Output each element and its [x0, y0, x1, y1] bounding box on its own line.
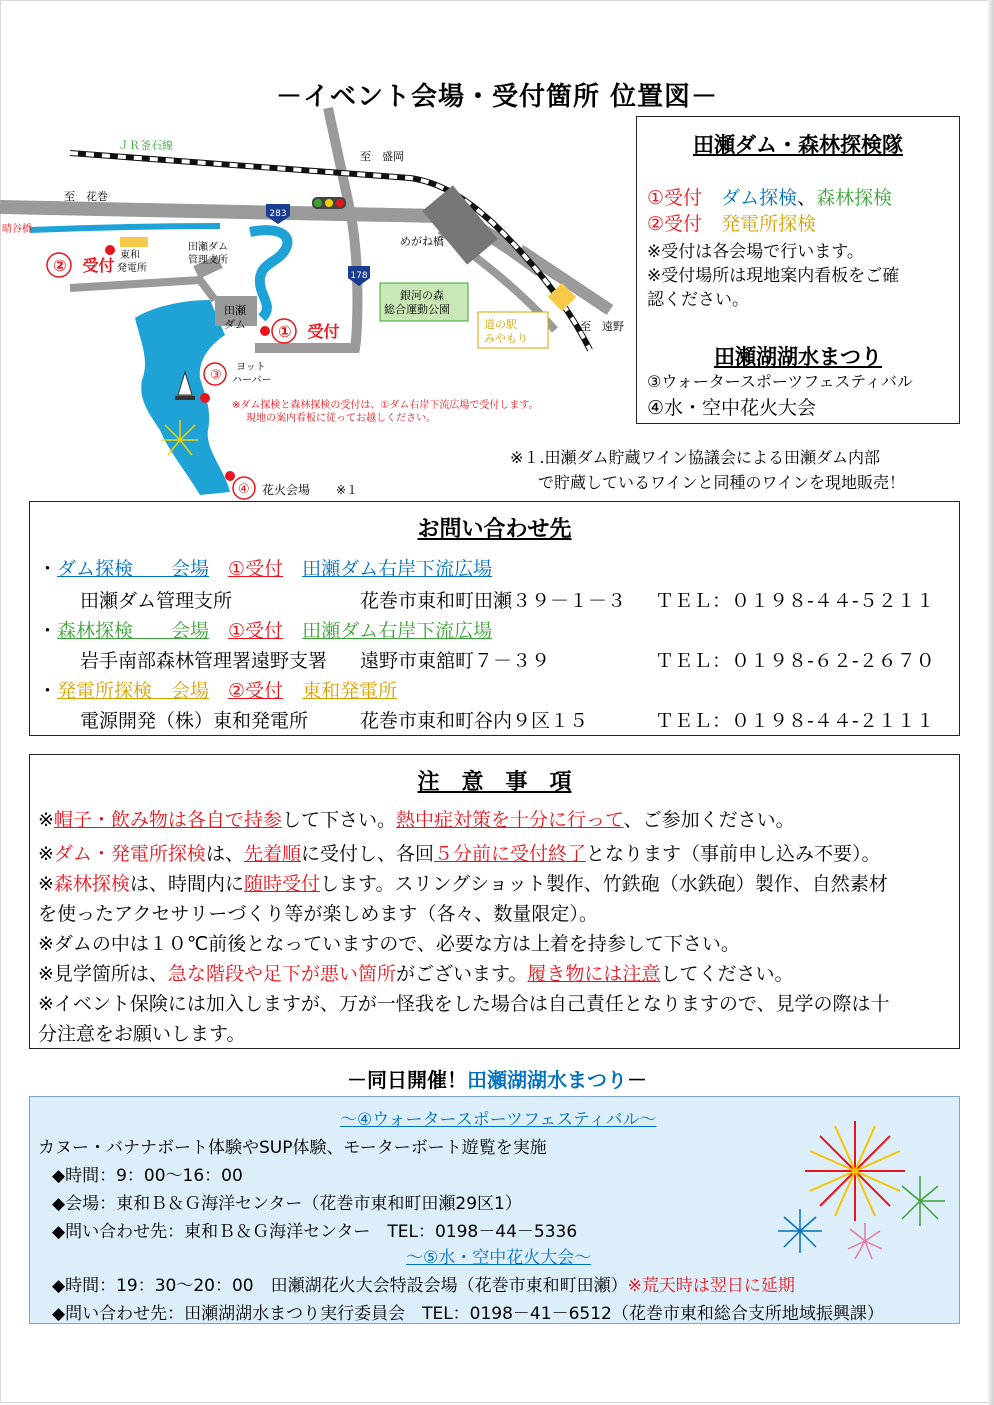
contact-item-forest: ・森林探検 会場 ①受付 田瀬ダム右岸下流広場 — [38, 620, 493, 642]
contact-box — [29, 501, 960, 736]
svg-text:283: 283 — [269, 209, 287, 219]
legend-line-fireworks: ④水・空中花火大会 — [647, 397, 817, 419]
svg-text:178: 178 — [350, 271, 368, 281]
river-west — [30, 226, 220, 230]
festival-title: －同日開催！田瀬湖湖水まつり－ — [347, 1068, 647, 1092]
firework-blue — [778, 1209, 822, 1253]
contact-header: お問い合わせ先 — [417, 517, 572, 542]
contact-address-plant: 花巻市東和町谷内９区１５ — [360, 710, 589, 732]
reception2-label: ② 受付 — [53, 256, 115, 275]
legend-header-dam-forest: 田瀬ダム・森林探検隊 — [693, 133, 903, 157]
contact-item-plant: ・発電所探検 会場 ②受付 東和発電所 — [38, 680, 398, 702]
contact-address-forest: 遠野市東舘町７－３９ — [360, 650, 551, 672]
fireworks-label: 花火会場 — [262, 483, 311, 497]
touwa-plant-building — [120, 237, 148, 247]
road-west — [70, 280, 215, 300]
fireworks-note-ref: ※１ — [336, 483, 359, 497]
legend-line-water-sports: ③ウォータースポーツフェスティバル — [647, 372, 913, 391]
festival-time1: ◆時間：9：00～16：00 — [52, 1166, 243, 1186]
festival-sub-water-sports: ～④ウォータースポーツフェスティバル～ — [340, 1110, 657, 1130]
megane-bridge — [422, 185, 498, 264]
note-line-5: ※ダムの中は１０℃前後となっていますので、必要な方は上着を持参して下さい。 — [38, 933, 740, 955]
note-line-3: ※森林探検は、時間内に随時受付します。スリングショット製作、竹鉄砲（水鉄砲）製作、自然素材 — [38, 873, 888, 895]
note-line-8: 分注意をお願いします。 — [38, 1023, 246, 1045]
note-line-1: ※帽子・飲み物は各自で持参して下さい。熱中症対策を十分に行って、ご参加ください。 — [38, 809, 795, 831]
to-tono-label: 至 遠野 — [580, 320, 624, 333]
location-map — [0, 95, 630, 505]
legend-note1: ※受付は各会場で行います。 — [647, 242, 864, 262]
to-morioka-label: 至 盛岡 — [360, 150, 404, 163]
festival-contact2: ◆問い合わせ先：田瀬湖湖水まつり実行委員会 TEL：0198－41－6512（花巻市東和総合支所地域振興課） — [52, 1304, 884, 1324]
meganebashi-label: めがね橋 — [400, 235, 444, 248]
reception1-label: ① 受付 — [278, 322, 340, 341]
notes-box — [29, 754, 960, 1049]
page-title: －イベント会場・受付箇所 位置図－ — [275, 82, 719, 112]
yacht-dot — [200, 393, 210, 403]
fireworks-dot — [225, 471, 235, 481]
yacht-label: ヨットハーバー — [232, 362, 272, 386]
legend-note3: 認ください。 — [647, 290, 749, 310]
wine-note-line1: ※１.田瀬ダム貯蔵ワイン協議会による田瀬ダム内部 — [510, 448, 881, 467]
legend-header-festival: 田瀬湖湖水まつり — [714, 345, 882, 369]
notes-header: 注 意 事 項 — [417, 770, 572, 795]
to-hanamaki-label: 至 花巻 — [64, 190, 108, 203]
fireworks-number: ④ — [238, 482, 250, 497]
reception2-dot — [105, 245, 115, 255]
legend-note2: ※受付場所は現地案内看板をご確 — [647, 266, 900, 286]
festival-venue1: ◆会場：東和Ｂ＆Ｇ海洋センター（花巻市東和町田瀬29区1） — [52, 1194, 522, 1214]
legend-line-reception1: ①受付 ダム探検、森林探検 — [647, 187, 893, 209]
contact-org-dam: 田瀬ダム管理支所 — [80, 590, 233, 612]
reception1-dot — [260, 326, 270, 336]
festival-time2: ◆時間：19：30～20：00 田瀬湖花火大会特設会場（花巻市東和町田瀬）※荒天時は翌日に延期 — [52, 1276, 795, 1296]
page-shadow — [988, 0, 994, 1405]
fireworks-icon — [760, 1101, 955, 1271]
yacht-number: ③ — [210, 368, 222, 383]
firework-green — [902, 1176, 945, 1226]
note-line-6: ※見学箇所は、急な階段や足下が悪い箇所がございます。履き物には注意してください。 — [38, 963, 794, 985]
note-line-4: を使ったアクセサリーづくり等が楽しめます（各々、数量限定）。 — [38, 903, 598, 925]
festival-contact1: ◆問い合わせ先：東和Ｂ＆Ｇ海洋センター TEL：0198－44－5336 — [52, 1222, 578, 1242]
festival-sub-fireworks: ～⑤水・空中花火大会～ — [406, 1248, 592, 1268]
contact-tel-dam: ＴＥＬ：０１９８-４４-５２１１ — [655, 590, 935, 612]
note-line-7: ※イベント保険には加入しますが、万が一怪我をした場合は自己責任となりますので、見学の際は十 — [38, 993, 890, 1015]
park-label: 銀河の森総合運動公園 — [384, 289, 450, 316]
contact-tel-plant: ＴＥＬ：０１９８-４４-２１１１ — [655, 710, 935, 732]
legend-box — [636, 116, 960, 424]
contact-item-dam: ・ダム探検 会場 ①受付 田瀬ダム右岸下流広場 — [38, 558, 493, 580]
festival-description: カヌー・バナナボート体験やSUP体験、モーターボート遊覧を実施 — [38, 1138, 547, 1158]
harukabashi-label: 晴谷橋 — [2, 224, 32, 235]
map-red-note: ※ダム探検と森林探検の受付は、①ダム右岸下流広場で受付します。現地の案内看板に従ってお越しください。 — [232, 400, 539, 424]
dam-label: 田瀬ダム — [224, 304, 246, 331]
contact-address-dam: 花巻市東和町田瀬３９－１－３ — [360, 590, 627, 612]
legend-line-reception2: ②受付 発電所探検 — [647, 213, 817, 235]
jr-line-label: ＪＲ釜石線 — [118, 139, 173, 152]
festival-box — [29, 1096, 960, 1324]
firework-pink — [848, 1223, 882, 1259]
contact-tel-forest: ＴＥＬ：０１９８-６２-２６７０ — [655, 650, 935, 672]
note-line-2: ※ダム・発電所探検は、先着順に受付し、各回５分前に受付終了となります（事前申し込み不要）。 — [38, 843, 881, 865]
michinoeki-label: 道の駅みやもり — [484, 318, 528, 345]
dam-office-label: 田瀬ダム管理支所 — [188, 242, 228, 266]
contact-org-plant: 電源開発（株）東和発電所 — [80, 710, 309, 732]
contact-org-forest: 岩手南部森林管理署遠野支署 — [80, 650, 328, 672]
wine-note-line2: で貯蔵しているワインと同種のワインを現地販売！ — [538, 473, 906, 492]
touwa-plant-label: 東和発電所 — [117, 250, 147, 274]
